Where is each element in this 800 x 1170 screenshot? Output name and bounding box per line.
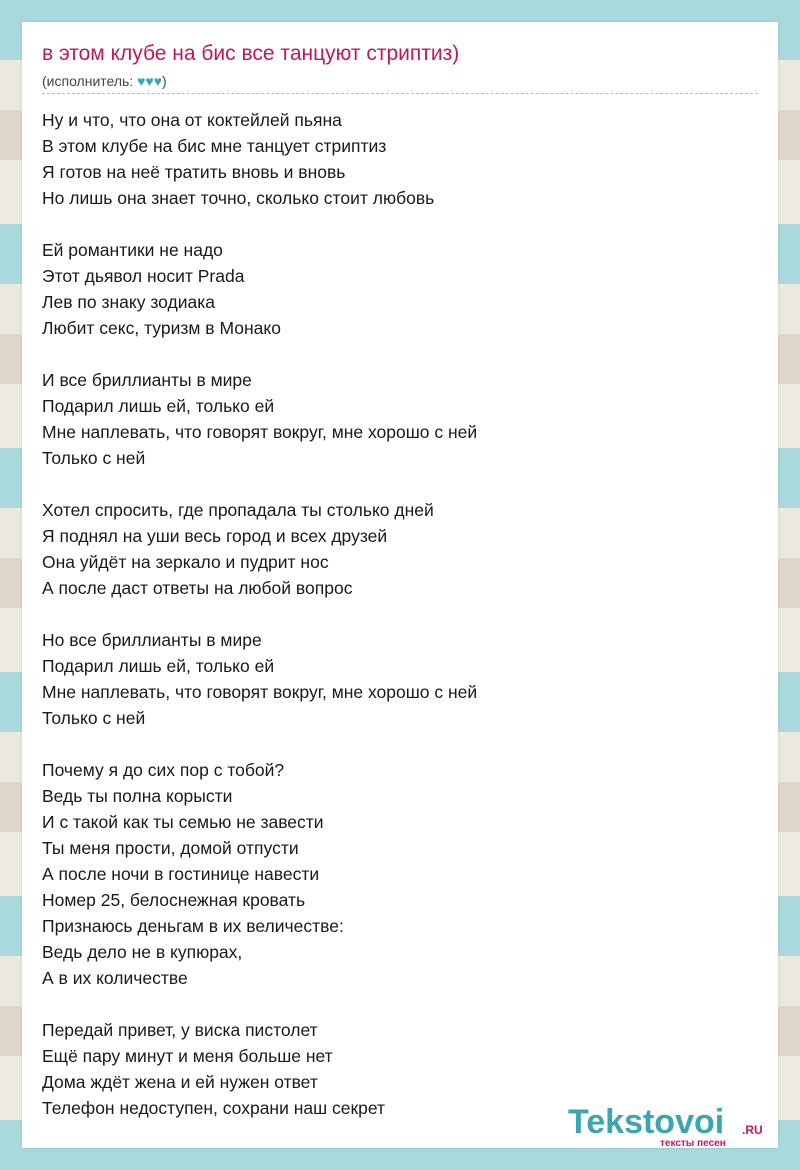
- site-logo[interactable]: [568, 1103, 778, 1149]
- stanza: [42, 627, 758, 731]
- lyric-line: А после ночи в гостинице навести: [42, 864, 320, 884]
- lyric-line: А в их количестве: [42, 968, 188, 988]
- lyric-line: Ты меня прости, домой отпусти: [42, 838, 299, 858]
- lyric-line: Ну и что, что она от коктейлей пьяна: [42, 110, 342, 130]
- stanza: [42, 237, 758, 341]
- lyric-line: Подарил лишь ей, только ей: [42, 656, 275, 676]
- lyric-line: Номер 25, белоснежная кровать: [42, 890, 306, 910]
- lyric-line: Любит секс, туризм в Монако: [42, 318, 281, 338]
- lyric-line: Лев по знаку зодиака: [42, 292, 216, 312]
- logo-tagline: тексты песен: [660, 1138, 726, 1149]
- stanza: [42, 757, 758, 991]
- lyric-line: Я поднял на уши весь город и всех друзей: [42, 526, 388, 546]
- lyric-line: Но лишь она знает точно, сколько стоит любовь: [42, 188, 435, 208]
- stanza: [42, 107, 758, 211]
- lyric-line: Мне наплевать, что говорят вокруг, мне хорошо с ней: [42, 682, 478, 702]
- artist-suffix: ): [162, 73, 167, 89]
- lyric-line: Ей романтики не надо: [42, 240, 223, 260]
- lyric-line: Дома ждёт жена и ей нужен ответ: [42, 1072, 318, 1092]
- lyric-line: Телефон недоступен, сохрани наш секрет: [42, 1098, 386, 1118]
- lyric-line: Этот дьявол носит Prada: [42, 266, 245, 286]
- stanza: [42, 367, 758, 471]
- lyric-line: Ведь дело не в купюрах,: [42, 942, 243, 962]
- lyric-line: И все бриллианты в мире: [42, 370, 252, 390]
- lyric-line: Я готов на неё тратить вновь и вновь: [42, 162, 346, 182]
- lyric-line: Но все бриллианты в мире: [42, 630, 262, 650]
- stanza: [42, 497, 758, 601]
- lyrics-body: [42, 107, 758, 1147]
- lyric-line: Только с ней: [42, 448, 146, 468]
- lyric-line: Хотел спросить, где пропадала ты столько дней: [42, 500, 434, 520]
- title-divider: [42, 93, 758, 94]
- artist-name-hearts[interactable]: ♥♥♥: [137, 73, 163, 89]
- artist-line: [42, 73, 167, 89]
- logo-domain: .RU: [742, 1123, 763, 1137]
- lyric-line: В этом клубе на бис мне танцует стриптиз: [42, 136, 387, 156]
- lyric-line: Только с ней: [42, 708, 146, 728]
- lyric-line: Передай привет, у виска пистолет: [42, 1020, 318, 1040]
- lyric-line: Ведь ты полна корысти: [42, 786, 233, 806]
- lyric-line: И с такой как ты семью не завести: [42, 812, 324, 832]
- logo-wordmark: Tekstovoi: [568, 1103, 725, 1141]
- lyric-line: Мне наплевать, что говорят вокруг, мне хорошо с ней: [42, 422, 478, 442]
- lyric-line: Она уйдёт на зеркало и пудрит нос: [42, 552, 329, 572]
- artist-prefix: (исполнитель:: [42, 73, 138, 89]
- lyric-line: Почему я до сих пор с тобой?: [42, 760, 285, 780]
- lyric-line: Подарил лишь ей, только ей: [42, 396, 275, 416]
- song-title: в этом клубе на бис все танцуют стриптиз): [42, 42, 460, 65]
- lyric-line: Признаюсь деньгам в их величестве:: [42, 916, 344, 936]
- lyric-line: Ещё пару минут и меня больше нет: [42, 1046, 333, 1066]
- lyric-line: А после даст ответы на любой вопрос: [42, 578, 353, 598]
- lyrics-card: [22, 22, 778, 1148]
